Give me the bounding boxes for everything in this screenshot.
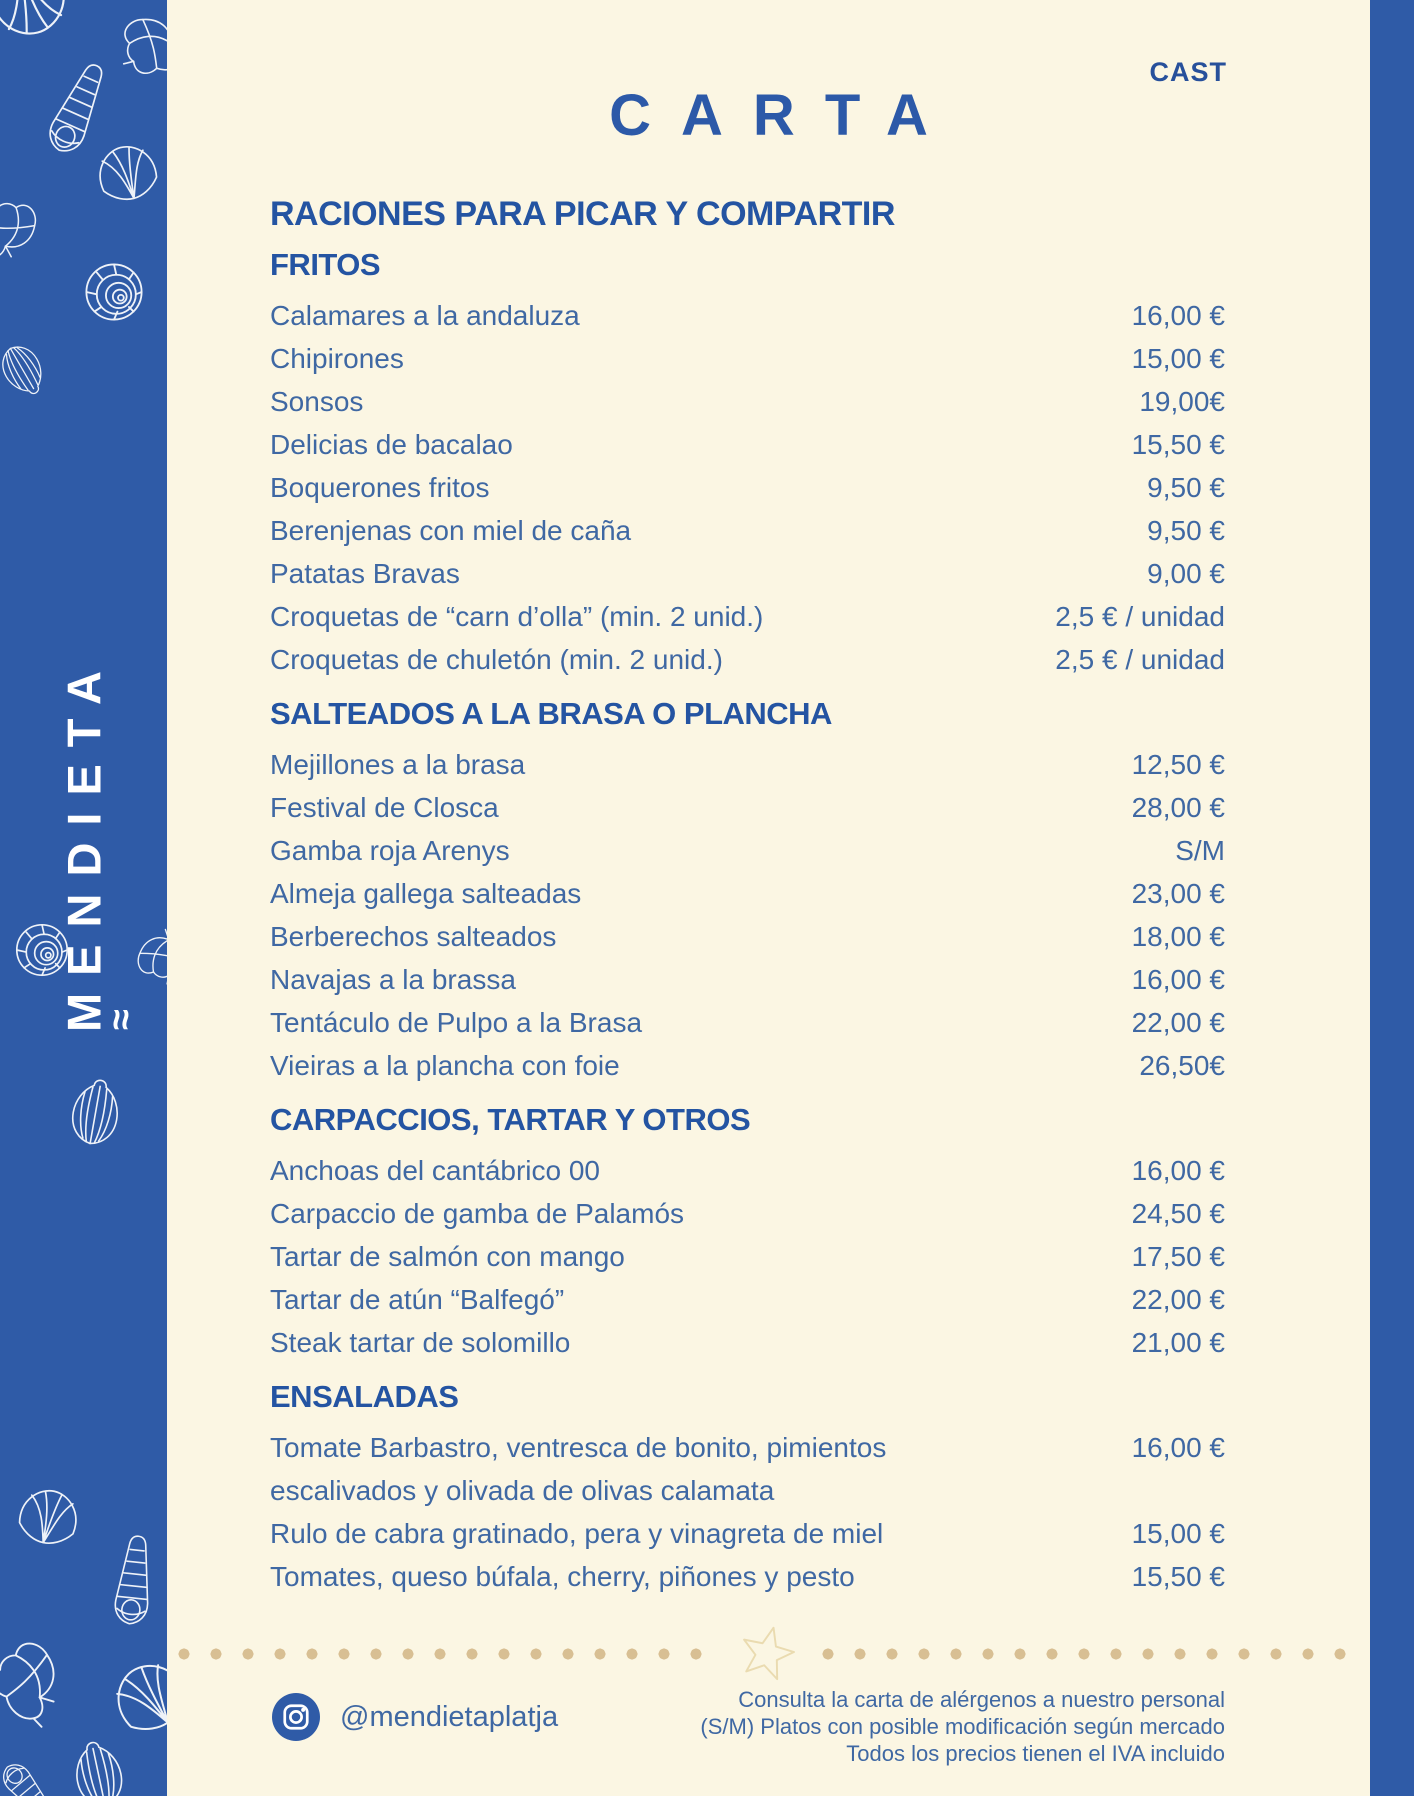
item-name: Carpaccio de gamba de Palamós [270, 1198, 685, 1229]
item-name-block [270, 509, 655, 552]
menu-item-row [270, 1149, 1225, 1192]
menu-sections [270, 248, 1225, 1598]
item-name-block [270, 423, 537, 466]
menu-content [270, 196, 1225, 1598]
item-name: Navajas a la brassa [270, 964, 516, 995]
item-price: 22,00 € [1131, 1284, 1225, 1315]
menu-item-row [270, 829, 1225, 872]
menu-heading: RACIONES PARA PICAR Y COMPARTIR [270, 195, 895, 233]
item-name-block [270, 1149, 624, 1192]
section-title: FRITOS [270, 247, 381, 282]
item-price: 18,00 € [1131, 921, 1225, 952]
instagram-icon[interactable] [272, 1693, 320, 1741]
menu-item-row [270, 337, 1225, 380]
menu-item-row [270, 1321, 1225, 1364]
item-name-block [270, 294, 604, 337]
item-name-line2: escalivados y olivada de olivas calamata [270, 1475, 775, 1506]
item-name: Patatas Bravas [270, 558, 460, 589]
item-name: Berberechos salteados [270, 921, 557, 952]
item-name: Vieiras a la plancha con foie [270, 1050, 620, 1081]
item-price: 24,50 € [1131, 1198, 1225, 1229]
item-name: Almeja gallega salteadas [270, 878, 582, 909]
item-name: Steak tartar de solomillo [270, 1327, 571, 1358]
menu-item-row [270, 872, 1225, 915]
page-title: CARTA [609, 83, 958, 148]
item-price: 2,5 € / unidad [1055, 601, 1225, 632]
item-name-block [270, 786, 523, 829]
menu-item-row [270, 1235, 1225, 1278]
menu-item-row [270, 380, 1225, 423]
item-name-block [270, 1321, 594, 1364]
section-title: CARPACCIOS, TARTAR Y OTROS [270, 1102, 751, 1137]
item-price: 2,5 € / unidad [1055, 644, 1225, 675]
item-name: Tomates, queso búfala, cherry, piñones y pesto [270, 1561, 855, 1592]
section-rows [270, 1149, 1225, 1364]
section-rows [270, 743, 1225, 1087]
item-name-block [270, 337, 428, 380]
menu-item-row [270, 1512, 1225, 1555]
item-name-block [270, 380, 387, 423]
item-price: 9,50 € [1147, 515, 1225, 546]
item-name-block [270, 638, 747, 681]
item-name: Tentáculo de Pulpo a la Brasa [270, 1007, 643, 1038]
item-price: 16,00 € [1131, 1155, 1225, 1186]
menu-item-row [270, 423, 1225, 466]
dotted-separator [178, 1628, 1356, 1680]
section-rows [270, 294, 1225, 681]
section-title: SALTEADOS A LA BRASA O PLANCHA [270, 696, 832, 731]
menu-item-row [270, 915, 1225, 958]
menu-item-row [270, 638, 1225, 681]
menu-item-row [270, 1555, 1225, 1598]
item-name: Delicias de bacalao [270, 429, 513, 460]
item-price: 15,50 € [1131, 1561, 1225, 1592]
item-name: Croquetas de “carn d’olla” (min. 2 unid.) [270, 601, 764, 632]
item-name: Tartar de atún “Balfegó” [270, 1284, 565, 1315]
brand-vertical [57, 654, 143, 1032]
menu-item-row [270, 1192, 1225, 1235]
item-name: Chipirones [270, 343, 404, 374]
item-name: Mejillones a la brasa [270, 749, 526, 780]
instagram-handle[interactable]: @mendietaplatja [340, 1700, 559, 1733]
menu-item-row [270, 1426, 1225, 1512]
item-price: 21,00 € [1131, 1327, 1225, 1358]
item-name: Tomate Barbastro, ventresca de bonito, pimientos [270, 1432, 887, 1463]
menu-item-row [270, 786, 1225, 829]
wave-icon: ≈ [100, 1009, 143, 1030]
item-name: Calamares a la andaluza [270, 300, 580, 331]
item-name: Sonsos [270, 386, 364, 417]
footer-note: Todos los precios tienen el IVA incluido [846, 1741, 1225, 1766]
menu-item-row [270, 509, 1225, 552]
item-name: Rulo de cabra gratinado, pera y vinagreta de miel [270, 1518, 884, 1549]
sidebar [0, 0, 167, 1796]
item-name: Boquerones fritos [270, 472, 490, 503]
item-name-block [270, 466, 513, 509]
starfish-icon [736, 1625, 798, 1683]
menu-section [270, 1103, 1225, 1364]
item-name-block [270, 1426, 910, 1512]
brand-text: MENDIETA [57, 654, 111, 1032]
menu-item-row [270, 1001, 1225, 1044]
item-name: Festival de Closca [270, 792, 499, 823]
item-name-block [270, 1555, 879, 1598]
item-price: 16,00 € [1131, 1432, 1225, 1463]
item-price: 12,50 € [1131, 749, 1225, 780]
menu-section [270, 248, 1225, 681]
footer-notes [700, 1686, 1225, 1767]
item-name: Gamba roja Arenys [270, 835, 510, 866]
section-title: ENSALADAS [270, 1379, 459, 1414]
item-name: Croquetas de chuletón (min. 2 unid.) [270, 644, 723, 675]
item-name-block [270, 743, 549, 786]
menu-item-row [270, 552, 1225, 595]
menu-item-row [270, 466, 1225, 509]
instagram-block [272, 1693, 558, 1741]
right-border-bar [1370, 0, 1414, 1796]
menu-section [270, 1380, 1225, 1598]
item-price: 9,50 € [1147, 472, 1225, 503]
item-name-block [270, 1278, 588, 1321]
item-name-block [270, 1512, 907, 1555]
item-name: Anchoas del cantábrico 00 [270, 1155, 600, 1186]
language-label[interactable]: CAST [1149, 57, 1227, 87]
item-name-block [270, 595, 787, 638]
item-price: 17,50 € [1131, 1241, 1225, 1272]
menu-item-row [270, 958, 1225, 1001]
item-price: 22,00 € [1131, 1007, 1225, 1038]
item-name: Tartar de salmón con mango [270, 1241, 625, 1272]
item-price: S/M [1175, 835, 1225, 866]
item-price: 19,00€ [1139, 386, 1225, 417]
item-price: 15,00 € [1131, 343, 1225, 374]
menu-item-row [270, 743, 1225, 786]
menu-item-row [270, 294, 1225, 337]
item-name-block [270, 552, 484, 595]
item-name-block [270, 829, 534, 872]
item-name-block [270, 872, 605, 915]
item-name-block [270, 1001, 666, 1044]
item-name-block [270, 1044, 644, 1087]
dot-strip-left [178, 1648, 712, 1660]
item-price: 26,50€ [1139, 1050, 1225, 1081]
footer-note: Consulta la carta de alérgenos a nuestro personal [738, 1687, 1225, 1712]
dot-strip-right [822, 1648, 1356, 1660]
menu-section [270, 697, 1225, 1087]
item-price: 16,00 € [1131, 300, 1225, 331]
menu-item-row [270, 595, 1225, 638]
item-price: 23,00 € [1131, 878, 1225, 909]
item-price: 28,00 € [1131, 792, 1225, 823]
footer-note: (S/M) Platos con posible modificación según mercado [700, 1714, 1225, 1739]
item-price: 16,00 € [1131, 964, 1225, 995]
section-rows [270, 1426, 1225, 1598]
item-name-block [270, 915, 580, 958]
menu-item-row [270, 1044, 1225, 1087]
item-price: 9,00 € [1147, 558, 1225, 589]
item-name-block [270, 1235, 649, 1278]
menu-item-row [270, 1278, 1225, 1321]
item-name: Berenjenas con miel de caña [270, 515, 632, 546]
item-price: 15,50 € [1131, 429, 1225, 460]
item-price: 15,00 € [1131, 1518, 1225, 1549]
item-name-block [270, 1192, 708, 1235]
item-name-block [270, 958, 540, 1001]
